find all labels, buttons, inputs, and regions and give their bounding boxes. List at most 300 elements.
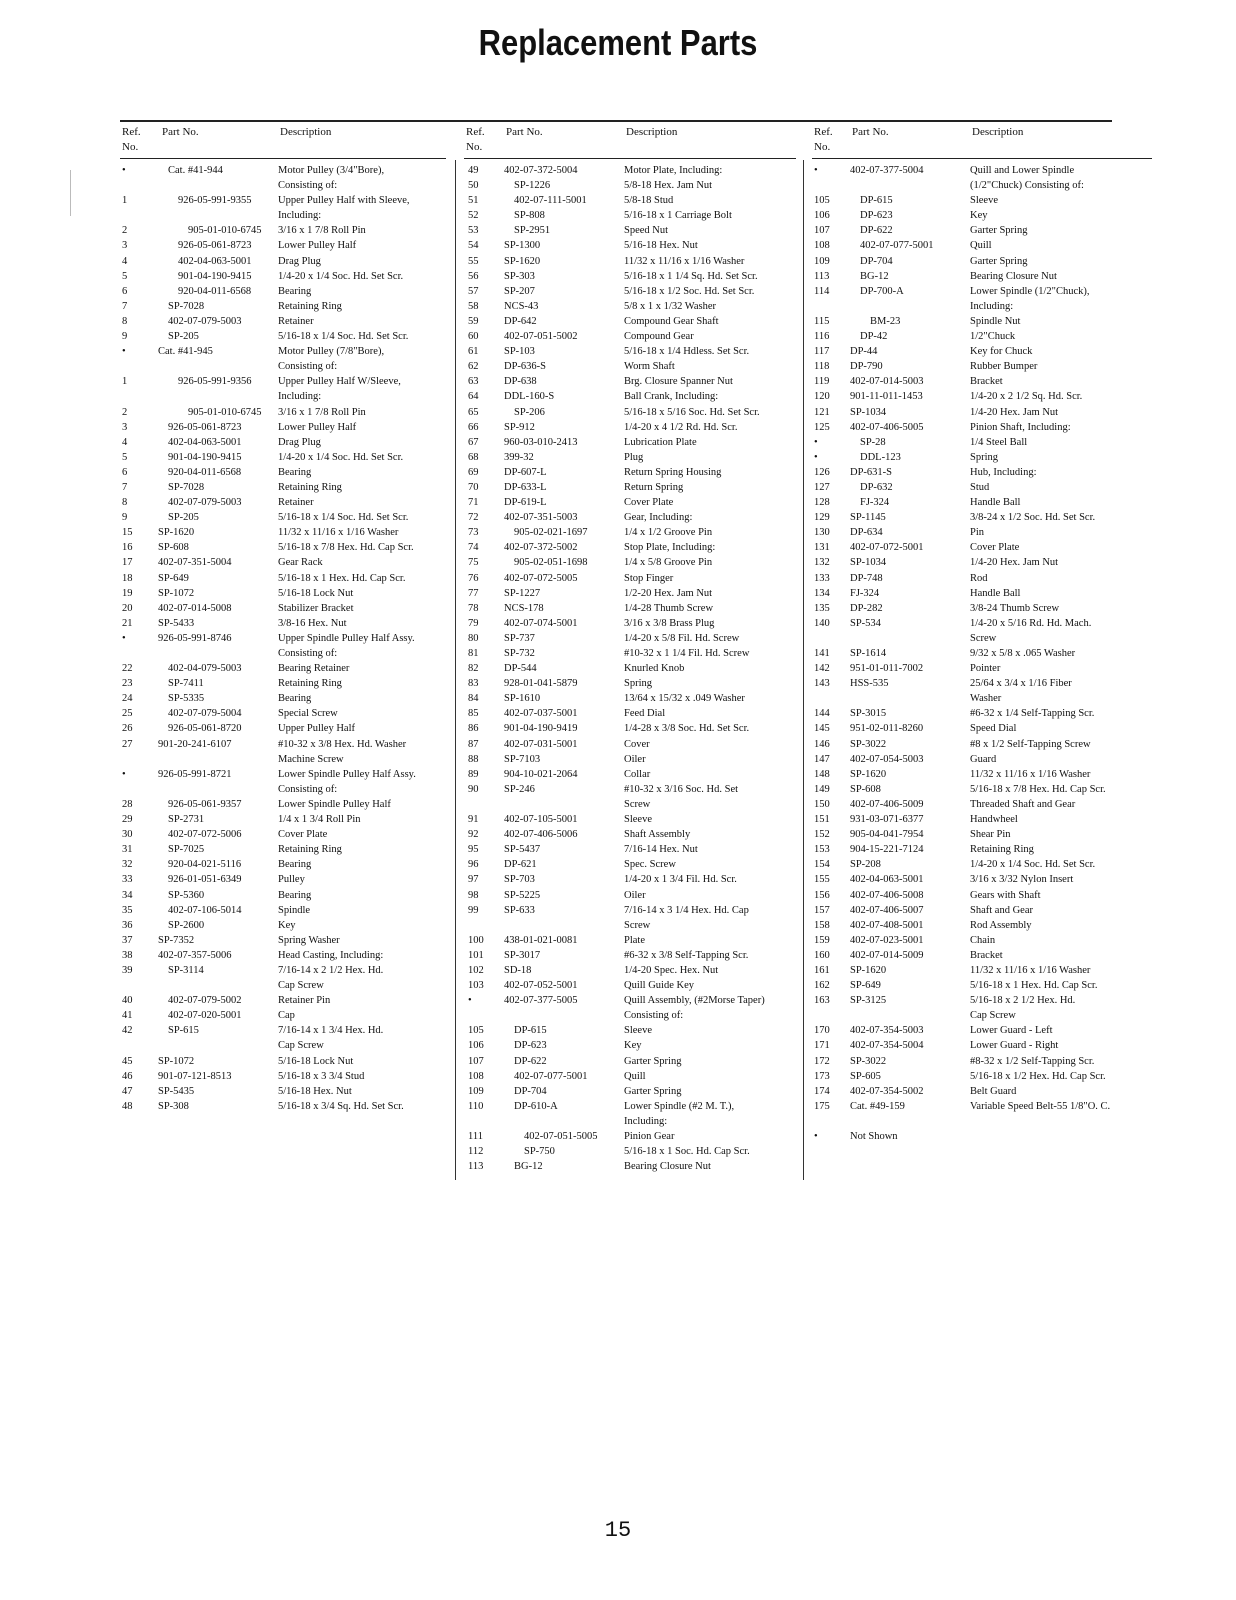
part-description: 1/4-20 x 5/8 Fil. Hd. Screw <box>624 632 740 644</box>
table-row <box>812 933 1152 948</box>
parts-list <box>464 159 796 1174</box>
part-description: Drag Plug <box>278 436 321 448</box>
part-description: 1/2"Chuck <box>970 331 1016 343</box>
part-description: 3/16 x 1 7/8 Roll Pin <box>278 225 366 237</box>
table-row <box>120 661 446 676</box>
ref-number: 116 <box>814 331 830 343</box>
part-description: Including: <box>624 1115 668 1127</box>
ref-number: 1 <box>122 195 128 207</box>
part-number: 402-07-023-5001 <box>850 934 924 946</box>
part-description: Retaining Ring <box>278 481 342 493</box>
table-row <box>464 435 796 450</box>
part-number: 402-07-014-5003 <box>850 376 924 388</box>
part-description: Retainer <box>278 497 314 509</box>
table-row <box>464 993 796 1008</box>
part-number: 402-07-351-5003 <box>504 512 578 524</box>
table-row <box>120 676 446 691</box>
table-row <box>120 284 446 299</box>
table-row <box>464 299 796 314</box>
table-row <box>120 601 446 616</box>
part-number: 402-07-079-5002 <box>168 995 242 1007</box>
table-row <box>812 706 1152 721</box>
table-row <box>464 1008 796 1023</box>
part-description: Spring <box>624 678 653 690</box>
table-row <box>120 782 446 797</box>
part-description: #10-32 x 3/8 Hex. Hd. Washer <box>278 738 407 750</box>
ref-number: 156 <box>814 889 830 901</box>
part-number: 402-07-377-5005 <box>504 995 578 1007</box>
table-row <box>120 329 446 344</box>
part-description: Oiler <box>624 889 646 901</box>
part-description: Machine Screw <box>278 753 344 765</box>
table-row <box>120 1038 446 1053</box>
ref-number: 105 <box>814 195 830 207</box>
table-row <box>464 888 796 903</box>
ref-number: • <box>814 1131 818 1142</box>
part-description: Ball Crank, Including: <box>624 391 719 403</box>
part-description: 1/4-20 Hex. Jam Nut <box>970 406 1059 418</box>
part-description: 5/16-18 x 1 Hex. Hd. Cap Scr. <box>970 980 1098 992</box>
part-number: 928-01-041-5879 <box>504 678 578 690</box>
ref-number: 86 <box>468 723 479 735</box>
part-number: 402-07-037-5001 <box>504 708 578 720</box>
table-row <box>812 163 1152 178</box>
table-row <box>464 1114 796 1129</box>
part-description: 5/16-18 x 2 1/2 Hex. Hd. <box>970 995 1076 1007</box>
table-row <box>464 374 796 389</box>
part-number: SP-206 <box>514 406 545 418</box>
part-number: 402-07-051-5002 <box>504 331 578 343</box>
part-description: Garter Spring <box>970 225 1028 237</box>
table-row <box>464 721 796 736</box>
part-number: SP-1226 <box>514 180 551 192</box>
part-description: Cap Screw <box>278 1040 324 1052</box>
part-description: 7/16-14 x 3 1/4 Hex. Hd. Cap <box>624 904 749 916</box>
part-description: 11/32 x 11/16 x 1/16 Washer <box>278 527 399 539</box>
table-row <box>812 903 1152 918</box>
part-number: 904-10-021-2064 <box>504 768 578 780</box>
table-row <box>812 1069 1152 1084</box>
table-row <box>812 631 1152 646</box>
ref-number: 85 <box>468 708 479 720</box>
part-description: Washer <box>970 693 1002 705</box>
table-row <box>812 752 1152 767</box>
part-number: SD-18 <box>504 964 532 976</box>
part-description: Handle Ball <box>970 497 1021 509</box>
table-row <box>464 676 796 691</box>
part-description: Spindle <box>278 904 311 916</box>
part-number: 402-07-406-5005 <box>850 421 924 433</box>
table-row <box>464 238 796 253</box>
part-number: SP-605 <box>850 1070 881 1082</box>
table-row <box>464 1038 796 1053</box>
part-description: #6-32 x 1/4 Self-Tapping Scr. <box>970 708 1095 720</box>
table-row <box>120 555 446 570</box>
ref-number: 48 <box>122 1100 133 1112</box>
part-number: SP-3125 <box>850 995 887 1007</box>
part-number: SP-308 <box>158 1100 189 1112</box>
part-number: SP-205 <box>168 331 199 343</box>
ref-number: 72 <box>468 512 479 524</box>
table-row <box>812 1084 1152 1099</box>
ref-number: 51 <box>468 195 479 207</box>
ref-number: 172 <box>814 1055 830 1067</box>
table-row <box>464 661 796 676</box>
ref-number: 95 <box>468 844 479 856</box>
part-description: Upper Pulley Half with Sleeve, <box>278 195 410 207</box>
part-description: 3/8-24 Thumb Screw <box>970 602 1060 614</box>
part-number: 402-07-354-5003 <box>850 1025 924 1037</box>
part-description: Upper Pulley Half W/Sleeve, <box>278 376 401 388</box>
ref-number: 148 <box>814 768 830 780</box>
table-row <box>812 978 1152 993</box>
part-description: Lower Guard - Right <box>970 1040 1059 1052</box>
part-number: SP-732 <box>504 648 535 659</box>
part-number: 402-07-351-5004 <box>158 557 232 569</box>
ref-number: 38 <box>122 949 133 961</box>
table-row <box>812 480 1152 495</box>
ref-number: 112 <box>468 1146 484 1158</box>
part-number: SP-737 <box>504 632 535 644</box>
part-number: DP-282 <box>850 602 883 614</box>
part-number: DP-790 <box>850 361 883 373</box>
ref-number: 36 <box>122 919 133 931</box>
part-number: DP-638 <box>504 376 537 388</box>
part-number: NCS-178 <box>504 602 544 614</box>
table-row <box>120 1069 446 1084</box>
table-row <box>464 737 796 752</box>
ref-number: 110 <box>468 1100 484 1112</box>
ref-number: 146 <box>814 738 830 750</box>
ref-number: 127 <box>814 481 830 493</box>
table-row <box>464 1054 796 1069</box>
table-row <box>464 389 796 404</box>
part-number: 926-05-061-8723 <box>168 421 242 433</box>
part-description: Threaded Shaft and Gear <box>970 798 1076 810</box>
part-number: 905-02-021-1697 <box>514 527 588 539</box>
part-number: SP-246 <box>504 783 535 795</box>
part-number: SP-7352 <box>158 934 195 946</box>
ref-number: 40 <box>122 995 133 1007</box>
part-description: Belt Guard <box>970 1085 1017 1097</box>
ref-number: 56 <box>468 270 479 282</box>
part-number: SP-649 <box>158 572 189 584</box>
part-number: 438-01-021-0081 <box>504 934 578 946</box>
table-row <box>120 435 446 450</box>
table-row <box>812 525 1152 540</box>
table-row <box>464 1144 796 1159</box>
part-description: Retaining Ring <box>278 300 342 312</box>
table-row <box>812 1129 1152 1144</box>
part-number: 920-04-011-6568 <box>178 285 252 297</box>
column-divider <box>803 160 804 1180</box>
part-number: 920-04-021-5116 <box>168 859 242 871</box>
ref-number: 90 <box>468 783 479 795</box>
ref-number: 6 <box>122 285 128 297</box>
ref-number: 70 <box>468 481 479 493</box>
ref-number: 135 <box>814 602 830 614</box>
part-description: Key <box>278 919 296 931</box>
ref-number: 67 <box>468 436 479 448</box>
ref-number: 130 <box>814 527 830 539</box>
part-number: SP-1620 <box>158 527 195 539</box>
ref-number: 173 <box>814 1070 830 1082</box>
part-number: DDL-123 <box>860 451 901 463</box>
ref-number: 99 <box>468 904 479 916</box>
table-row <box>120 374 446 389</box>
ref-number: 174 <box>814 1085 830 1097</box>
table-row <box>120 1008 446 1023</box>
part-number: 402-07-072-5005 <box>504 572 578 584</box>
ref-number: 101 <box>468 949 484 961</box>
part-description: Consisting of: <box>624 1010 684 1022</box>
table-row <box>812 737 1152 752</box>
part-description: Quill <box>624 1070 646 1082</box>
ref-header: Ref. No. <box>466 126 485 153</box>
part-number: DP-700-A <box>860 285 904 297</box>
table-row <box>812 586 1152 601</box>
part-number: 901-07-121-8513 <box>158 1070 232 1082</box>
part-description: 11/32 x 11/16 x 1/16 Washer <box>970 768 1091 780</box>
part-description: Consisting of: <box>278 783 338 795</box>
table-row <box>464 1129 796 1144</box>
ref-number: 81 <box>468 648 479 659</box>
part-number: 402-07-079-5004 <box>168 708 242 720</box>
part-description: 5/16-18 x 5/16 Soc. Hd. Set Scr. <box>624 406 760 418</box>
table-row <box>464 903 796 918</box>
part-number: DP-704 <box>514 1085 547 1097</box>
part-description: #8 x 1/2 Self-Tapping Screw <box>970 738 1091 750</box>
table-row <box>464 571 796 586</box>
table-row <box>464 420 796 435</box>
part-number: 901-04-190-9419 <box>504 723 578 735</box>
part-description: Sleeve <box>624 814 652 826</box>
ref-number: 133 <box>814 572 830 584</box>
part-number: SP-1072 <box>158 1055 195 1067</box>
part-description: Variable Speed Belt-55 1/8"O. C. <box>970 1100 1111 1112</box>
part-description: 5/16-18 x 1/4 Hdless. Set Scr. <box>624 346 750 358</box>
table-row <box>812 420 1152 435</box>
table-row <box>812 510 1152 525</box>
part-number: 926-05-061-9357 <box>168 798 242 810</box>
ref-number: 3 <box>122 240 128 252</box>
part-description: Bracket <box>970 949 1003 961</box>
part-description: Worm Shaft <box>624 361 675 373</box>
ref-number: 142 <box>814 663 830 675</box>
part-description: 5/8 x 1 x 1/32 Washer <box>624 300 716 312</box>
table-row <box>464 254 796 269</box>
part-description: Including: <box>278 391 322 403</box>
ref-number: • <box>122 632 126 644</box>
part-number: 905-04-041-7954 <box>850 829 924 841</box>
table-row <box>812 767 1152 782</box>
table-row <box>464 797 796 812</box>
part-number: 901-04-190-9415 <box>178 270 252 282</box>
part-number: SP-633 <box>504 904 535 916</box>
table-row <box>464 193 796 208</box>
scan-mark <box>70 170 71 216</box>
table-row <box>812 1054 1152 1069</box>
table-row <box>120 525 446 540</box>
part-number: SP-1620 <box>504 255 541 267</box>
part-number: DP-704 <box>860 255 893 267</box>
part-description: Screw <box>970 632 997 644</box>
part-description: Drag Plug <box>278 255 321 267</box>
table-row <box>464 601 796 616</box>
ref-number: 75 <box>468 557 479 569</box>
description-header: Description <box>626 126 678 138</box>
table-row <box>812 616 1152 631</box>
part-number: 926-05-991-8746 <box>158 632 232 644</box>
part-number: DP-623 <box>514 1040 547 1052</box>
ref-number: 49 <box>468 165 479 176</box>
part-description: 5/16-18 x 7/8 Hex. Hd. Cap Scr. <box>970 783 1106 795</box>
ref-number: 34 <box>122 889 133 901</box>
table-row <box>120 797 446 812</box>
part-description: Motor Pulley (7/8"Bore), <box>278 346 385 358</box>
part-number: SP-1300 <box>504 240 541 252</box>
part-description: Sleeve <box>624 1025 652 1037</box>
ref-number: 27 <box>122 738 133 750</box>
part-number: DP-610-A <box>514 1100 558 1112</box>
table-row <box>120 208 446 223</box>
part-description: 25/64 x 3/4 x 1/16 Fiber <box>970 678 1072 690</box>
part-number: SP-912 <box>504 421 535 433</box>
part-number: 399-32 <box>504 451 534 463</box>
table-row <box>812 555 1152 570</box>
table-row <box>120 933 446 948</box>
part-description: Bearing Closure Nut <box>970 270 1057 282</box>
column-divider <box>455 160 456 1180</box>
part-description: 3/8-16 Hex. Nut <box>278 617 347 629</box>
part-number: DP-636-S <box>504 361 547 373</box>
ref-number: 109 <box>814 255 830 267</box>
table-row <box>464 223 796 238</box>
ref-number: 17 <box>122 557 133 569</box>
table-row <box>812 601 1152 616</box>
table-row <box>120 254 446 269</box>
part-description: Cover Plate <box>278 829 328 841</box>
part-description: Lubrication Plate <box>624 436 697 448</box>
ref-number: 162 <box>814 980 830 992</box>
table-row <box>812 797 1152 812</box>
part-number: 402-04-079-5003 <box>168 663 242 675</box>
table-row <box>120 510 446 525</box>
part-description: 1/4 x 1 3/4 Roll Pin <box>278 814 361 826</box>
part-description: Cover Plate <box>624 497 674 509</box>
part-description: Bearing <box>278 859 312 871</box>
table-row <box>120 465 446 480</box>
ref-number: 57 <box>468 285 479 297</box>
ref-number: 105 <box>468 1025 484 1037</box>
table-row <box>120 480 446 495</box>
table-row <box>812 178 1152 193</box>
table-row <box>812 1114 1152 1129</box>
ref-number: 120 <box>814 391 830 403</box>
part-description: Retaining Ring <box>970 844 1034 856</box>
ref-number: 24 <box>122 693 133 705</box>
part-number: BG-12 <box>514 1161 543 1173</box>
table-row <box>464 691 796 706</box>
part-description: 1/4-20 x 2 1/2 Sq. Hd. Scr. <box>970 391 1083 403</box>
table-row <box>464 842 796 857</box>
part-number: SP-7028 <box>168 481 205 493</box>
part-description: 1/4-20 x 1/4 Soc. Hd. Set Scr. <box>278 451 404 463</box>
part-description: Key for Chuck <box>970 346 1033 358</box>
table-row <box>464 963 796 978</box>
part-number: 402-07-054-5003 <box>850 753 924 765</box>
part-number: DP-634 <box>850 527 883 539</box>
ref-number: 149 <box>814 783 830 795</box>
part-description: Rod <box>970 572 988 584</box>
ref-number: 126 <box>814 466 830 478</box>
ref-number: 132 <box>814 557 830 569</box>
part-number: 402-07-052-5001 <box>504 980 578 992</box>
part-number: SP-808 <box>514 210 545 222</box>
part-description: Bearing <box>278 285 312 297</box>
part-number: 402-07-406-5008 <box>850 889 924 901</box>
part-number: 926-05-061-8720 <box>168 723 242 735</box>
table-row <box>812 676 1152 691</box>
part-description: Garter Spring <box>624 1055 682 1067</box>
ref-number: 107 <box>468 1055 484 1067</box>
part-number: SP-207 <box>504 285 535 297</box>
part-number: 951-01-011-7002 <box>850 663 924 675</box>
table-row <box>812 465 1152 480</box>
table-row <box>120 1099 446 1114</box>
part-description: Handle Ball <box>970 587 1021 599</box>
ref-number: 63 <box>468 376 479 388</box>
table-row <box>464 163 796 178</box>
parts-column-2 <box>464 122 796 1174</box>
table-row <box>120 963 446 978</box>
table-row <box>464 918 796 933</box>
ref-number: 8 <box>122 315 128 327</box>
description-header: Description <box>280 126 332 138</box>
ref-number: 151 <box>814 814 830 826</box>
table-row <box>464 1023 796 1038</box>
ref-number: 98 <box>468 889 479 901</box>
part-number: 402-07-074-5001 <box>504 617 578 629</box>
part-description: 1/4 x 1/2 Groove Pin <box>624 527 713 539</box>
part-number: 905-01-010-6745 <box>188 225 262 237</box>
ref-number: 84 <box>468 693 479 705</box>
part-number: DP-748 <box>850 572 883 584</box>
part-number: SP-7103 <box>504 753 541 765</box>
part-number: SP-5437 <box>504 844 541 856</box>
table-row <box>812 435 1152 450</box>
part-header: Part No. <box>506 126 543 138</box>
ref-number: 21 <box>122 617 133 629</box>
ref-number: 157 <box>814 904 830 916</box>
part-description: Pinion Gear <box>624 1131 675 1142</box>
ref-number: 2 <box>122 225 128 237</box>
part-number: SP-5360 <box>168 889 205 901</box>
part-description: Spec. Screw <box>624 859 676 871</box>
part-number: 402-07-079-5003 <box>168 315 242 327</box>
part-description: 1/4-28 x 3/8 Soc. Hd. Set Scr. <box>624 723 750 735</box>
part-number: SP-3017 <box>504 949 541 961</box>
ref-header: Ref. No. <box>814 126 833 153</box>
ref-number: 125 <box>814 421 830 433</box>
part-description: Lower Spindle (1/2"Chuck), <box>970 285 1090 297</box>
table-row <box>120 691 446 706</box>
part-number: 960-03-010-2413 <box>504 436 578 448</box>
ref-number: • <box>122 346 126 358</box>
ref-number: 9 <box>122 331 128 343</box>
part-description: 1/4 Steel Ball <box>970 436 1028 448</box>
ref-number: 20 <box>122 602 133 614</box>
